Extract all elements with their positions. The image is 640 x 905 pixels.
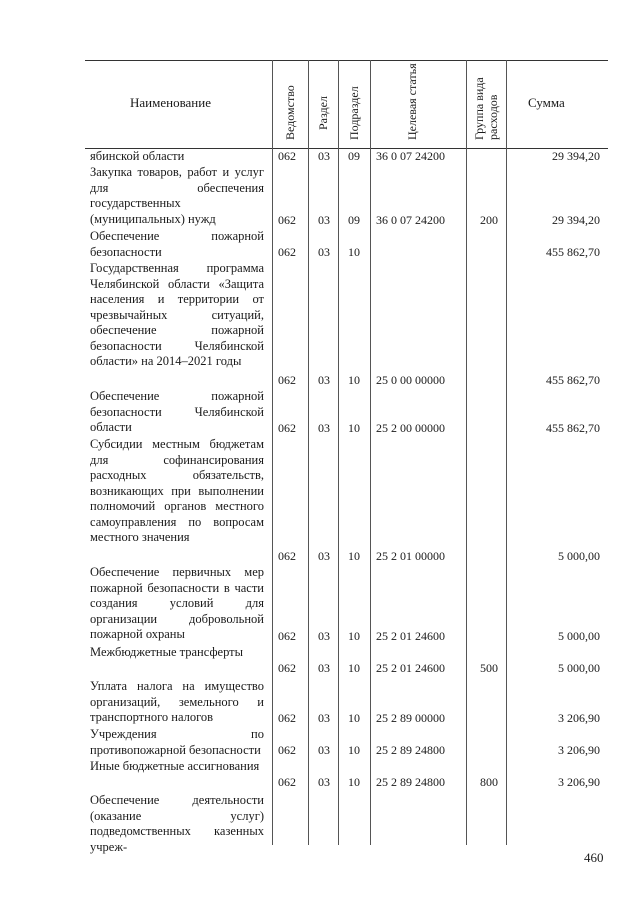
- page-number: 460: [584, 850, 604, 865]
- cell-razdel: 03: [318, 421, 330, 435]
- cell-podrazdel: 10: [348, 743, 360, 757]
- header-podrazdel: Подраздел: [347, 86, 361, 140]
- cell-vedomstvo: 062: [278, 711, 296, 725]
- row-name: Межбюджетные трансферты: [90, 645, 244, 659]
- cell-podrazdel: 10: [348, 549, 360, 563]
- col-divider: [338, 60, 339, 845]
- cell-razdel: 03: [318, 373, 330, 387]
- table-top-rule: [85, 60, 608, 61]
- cell-summa: 455 862,70: [546, 245, 600, 259]
- cell-summa: 455 862,70: [546, 421, 600, 435]
- cell-razdel: 03: [318, 743, 330, 757]
- cell-celevaya-statya: 25 0 00 00000: [376, 373, 445, 387]
- header-gruppa-vida-rashodov: Группа вида расходов: [472, 77, 500, 140]
- row-name: Субсидии местным бюджетам для софинансирования расходных обязательств, возникающих при выполнении полномочий органов местного самоуправления по вопросам местного значения: [90, 437, 264, 544]
- cell-vedomstvo: 062: [278, 213, 296, 227]
- header-summa: Сумма: [528, 95, 565, 110]
- header-razdel: Раздел: [316, 96, 330, 130]
- cell-vedomstvo: 062: [278, 245, 296, 259]
- row-name: Обеспечение пожарной безопасности: [90, 229, 264, 259]
- cell-podrazdel: 10: [348, 373, 360, 387]
- cell-celevaya-statya: 25 2 89 24800: [376, 775, 445, 789]
- cell-celevaya-statya: 25 2 00 00000: [376, 421, 445, 435]
- row-name: Учреждения по противопожарной безопасности: [90, 727, 264, 757]
- col-divider: [506, 60, 507, 845]
- header-name: Наименование: [130, 95, 211, 110]
- cell-razdel: 03: [318, 549, 330, 563]
- cell-podrazdel: 10: [348, 711, 360, 725]
- cell-summa: 3 206,90: [558, 743, 600, 757]
- cell-podrazdel: 10: [348, 661, 360, 675]
- cell-podrazdel: 10: [348, 775, 360, 789]
- cell-summa: 29 394,20: [552, 149, 600, 163]
- cell-celevaya-statya: 25 2 89 24800: [376, 743, 445, 757]
- cell-razdel: 03: [318, 149, 330, 163]
- cell-podrazdel: 09: [348, 149, 360, 163]
- cell-vedomstvo: 062: [278, 549, 296, 563]
- cell-summa: 3 206,90: [558, 775, 600, 789]
- cell-vedomstvo: 062: [278, 629, 296, 643]
- cell-gruppa: 200: [480, 213, 498, 227]
- col-divider: [466, 60, 467, 845]
- cell-razdel: 03: [318, 629, 330, 643]
- cell-razdel: 03: [318, 661, 330, 675]
- cell-podrazdel: 10: [348, 421, 360, 435]
- cell-celevaya-statya: 25 2 89 00000: [376, 711, 445, 725]
- cell-celevaya-statya: 36 0 07 24200: [376, 213, 445, 227]
- cell-summa: 29 394,20: [552, 213, 600, 227]
- row-name: Уплата налога на имущество организаций, земельного и транспортного налогов: [90, 679, 264, 724]
- cell-vedomstvo: 062: [278, 661, 296, 675]
- cell-celevaya-statya: 36 0 07 24200: [376, 149, 445, 163]
- cell-podrazdel: 10: [348, 629, 360, 643]
- cell-summa: 455 862,70: [546, 373, 600, 387]
- cell-vedomstvo: 062: [278, 149, 296, 163]
- cell-podrazdel: 09: [348, 213, 360, 227]
- cell-celevaya-statya: 25 2 01 24600: [376, 629, 445, 643]
- cell-celevaya-statya: 25 2 01 24600: [376, 661, 445, 675]
- cell-gruppa: 500: [480, 661, 498, 675]
- cell-summa: 5 000,00: [558, 549, 600, 563]
- cell-vedomstvo: 062: [278, 775, 296, 789]
- col-divider: [370, 60, 371, 845]
- header-vedomstvo: Ведомство: [283, 85, 297, 140]
- row-name: Иные бюджетные ассигнования: [90, 759, 260, 773]
- cell-razdel: 03: [318, 245, 330, 259]
- row-name: Закупка товаров, работ и услуг для обеспечения государственных (муниципальных) нужд: [90, 165, 264, 226]
- cell-celevaya-statya: 25 2 01 00000: [376, 549, 445, 563]
- row-name: Обеспечение первичных мер пожарной безопасности в части создания условий для организации добровольной пожарной охраны: [90, 565, 264, 641]
- row-name: Государственная программа Челябинской области «Защита населения и территории от чрезвычайных ситуаций, обеспечение пожарной безопасности Челябинской области» на 2014–2021 годы: [90, 261, 264, 368]
- row-name: Обеспечение пожарной безопасности Челябинской области: [90, 389, 264, 434]
- header-celevaya-statya: Целевая статья: [405, 63, 419, 140]
- cell-vedomstvo: 062: [278, 743, 296, 757]
- col-divider: [272, 60, 273, 845]
- row-name: ябинской области: [90, 149, 185, 163]
- cell-gruppa: 800: [480, 775, 498, 789]
- row-name: Обеспечение деятельности (оказание услуг) подведомственных казенных учреж-: [90, 793, 264, 854]
- cell-summa: 5 000,00: [558, 629, 600, 643]
- cell-razdel: 03: [318, 711, 330, 725]
- cell-summa: 5 000,00: [558, 661, 600, 675]
- cell-vedomstvo: 062: [278, 421, 296, 435]
- cell-vedomstvo: 062: [278, 373, 296, 387]
- cell-podrazdel: 10: [348, 245, 360, 259]
- cell-razdel: 03: [318, 213, 330, 227]
- col-divider: [308, 60, 309, 845]
- cell-summa: 3 206,90: [558, 711, 600, 725]
- cell-razdel: 03: [318, 775, 330, 789]
